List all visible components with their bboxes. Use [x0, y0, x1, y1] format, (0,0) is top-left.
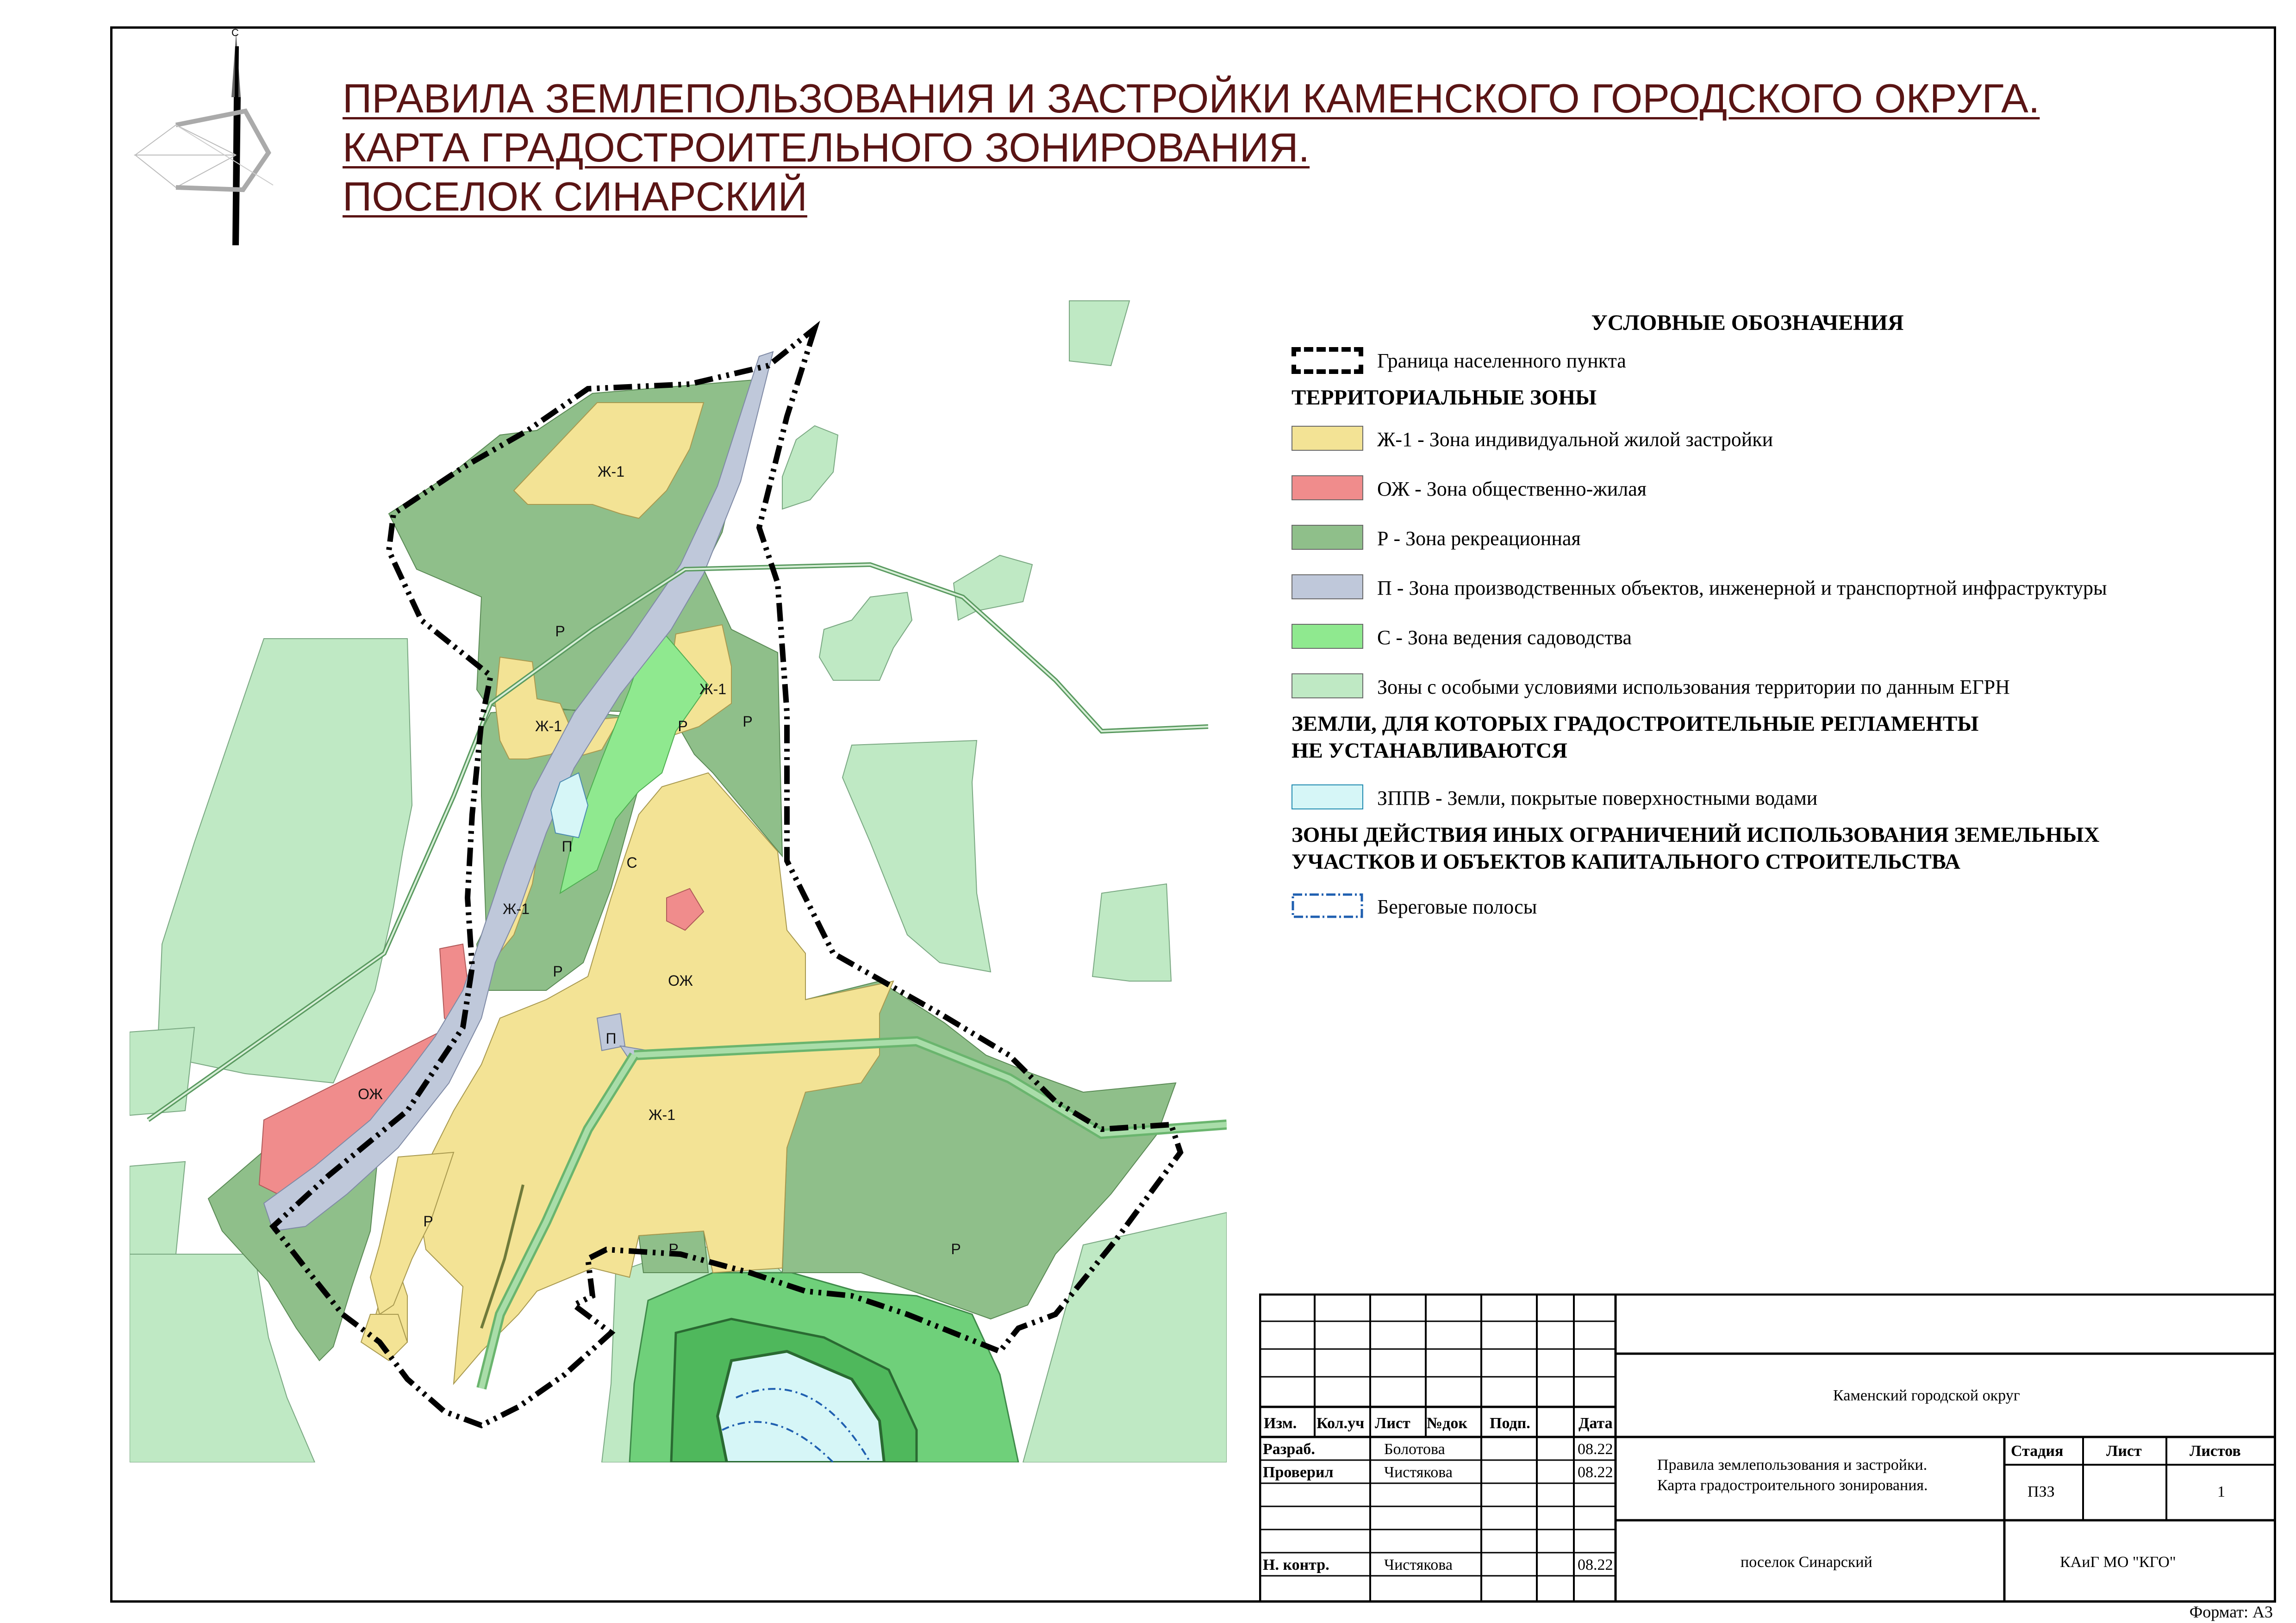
legend-boundary-label: Граница населенного пункта [1377, 349, 1626, 372]
hdr-izm: Изм. [1264, 1415, 1297, 1432]
legend-label: С - Зона ведения садоводства [1377, 626, 1632, 649]
legend-swatch [1292, 673, 1363, 698]
legend-no-regulation-line-1: ЗЕМЛИ, ДЛЯ КОТОРЫХ ГРАДОСТРОИТЕЛЬНЫЕ РЕГЛАМЕНТЫ [1292, 712, 1979, 736]
title-block [1259, 1293, 2276, 1603]
legend-no-regulation-heading [1292, 710, 1978, 764]
row-date: 08.22 [1578, 1464, 1613, 1481]
map-title [343, 74, 2040, 221]
legend-swatch [1292, 624, 1363, 649]
row-name: Чистякова [1384, 1464, 1453, 1481]
compass-north-label: С [231, 28, 239, 38]
hdr-data: Дата [1578, 1415, 1613, 1432]
legend-zones-heading: ТЕРРИТОРИАЛЬНЫЕ ЗОНЫ [1292, 386, 1597, 410]
hdr-ndok: №док [1427, 1415, 1467, 1432]
legend-swatch [1292, 475, 1363, 500]
legend-restrictions-heading [1292, 821, 2099, 875]
sheets-label: Листов [2190, 1443, 2241, 1460]
label-zh1: Ж-1 [503, 901, 530, 917]
sheet-label: Лист [2106, 1443, 2142, 1460]
row-role: Разраб. [1263, 1441, 1315, 1458]
legend-swatch [1292, 426, 1363, 451]
row-name: Болотова [1384, 1441, 1445, 1458]
shore-swatch [1292, 893, 1363, 918]
title-line-3: ПОСЕЛОК СИНАРСКИЙ [343, 174, 807, 219]
row-role: Проверил [1263, 1464, 1334, 1481]
place-name: поселок Синарский [1741, 1554, 1872, 1571]
compass-icon [130, 28, 287, 259]
hdr-kol: Кол.уч [1316, 1415, 1365, 1432]
doc-title-1: Правила землепользования и застройки. [1657, 1456, 1928, 1474]
row-name: Чистякова [1384, 1556, 1453, 1573]
title-line-2: КАРТА ГРАДОСТРОИТЕЛЬНОГО ЗОНИРОВАНИЯ. [343, 124, 1310, 170]
label-r: Р [423, 1213, 433, 1230]
legend-swatch [1292, 574, 1363, 599]
label-oj: ОЖ [358, 1086, 383, 1102]
legend-restrictions-line-1: ЗОНЫ ДЕЙСТВИЯ ИНЫХ ОГРАНИЧЕНИЙ ИСПОЛЬЗОВАНИЯ ЗЕМЕЛЬНЫХ [1292, 823, 2100, 847]
author-name: КАиГ МО "КГО" [2060, 1554, 2176, 1571]
legend-label: Р - Зона рекреационная [1377, 527, 1581, 550]
hdr-podp: Подп. [1490, 1415, 1530, 1432]
legend-label: ОЖ - Зона общественно-жилая [1377, 478, 1647, 500]
label-zh1: Ж-1 [649, 1107, 675, 1123]
stage-value: ПЗЗ [2028, 1483, 2055, 1500]
legend-water-label: ЗППВ - Земли, покрытые поверхностными водами [1377, 787, 1818, 809]
legend-label: П - Зона производственных объектов, инженерной и транспортной инфраструктуры [1377, 577, 2107, 599]
label-r: Р [951, 1241, 961, 1257]
legend-shore-label: Береговые полосы [1377, 895, 1537, 918]
row-role: Н. контр. [1263, 1556, 1329, 1573]
row-date: 08.22 [1578, 1556, 1613, 1573]
title-line-1: ПРАВИЛА ЗЕМЛЕПОЛЬЗОВАНИЯ И ЗАСТРОЙКИ КАМЕНСКОГО ГОРОДСКОГО ОКРУГА. [343, 75, 2040, 121]
org-name: Каменский городской округ [1833, 1387, 2020, 1404]
legend-label: Ж-1 - Зона индивидуальной жилой застройки [1377, 428, 1773, 451]
label-p: П [562, 838, 573, 855]
label-r: Р [553, 963, 563, 980]
zoning-map [130, 296, 1227, 1462]
legend-no-regulation-line-2: НЕ УСТАНАВЛИВАЮТСЯ [1292, 739, 1567, 763]
sheet-format: Формат: А3 [2189, 1603, 2273, 1621]
label-r: Р [668, 1241, 679, 1257]
row-date: 08.22 [1578, 1441, 1613, 1458]
compass-needle-south [232, 97, 241, 245]
legend-heading: УСЛОВНЫЕ ОБОЗНАЧЕНИЯ [1591, 311, 1904, 335]
label-p: П [605, 1030, 617, 1047]
label-zh1: Ж-1 [598, 463, 624, 480]
label-zh1: Ж-1 [535, 718, 562, 734]
stage-label: Стадия [2011, 1443, 2064, 1460]
hdr-list: Лист [1375, 1415, 1410, 1432]
label-r: Р [555, 623, 565, 640]
legend-swatch [1292, 525, 1363, 550]
water-swatch [1292, 784, 1363, 809]
label-zh1: Ж-1 [699, 681, 726, 697]
label-r: Р [742, 713, 753, 730]
boundary-swatch [1292, 347, 1363, 374]
legend-label: Зоны с особыми условиями использования территории по данным ЕГРН [1377, 676, 2010, 698]
label-s: С [626, 854, 637, 871]
doc-title-2: Карта градостроительного зонирования. [1657, 1477, 1928, 1494]
legend-restrictions-line-2: УЧАСТКОВ И ОБЪЕКТОВ КАПИТАЛЬНОГО СТРОИТЕЛЬСТВА [1292, 850, 1960, 874]
label-r: Р [678, 718, 688, 734]
label-oj: ОЖ [668, 972, 693, 989]
sheets-value: 1 [2217, 1483, 2225, 1500]
